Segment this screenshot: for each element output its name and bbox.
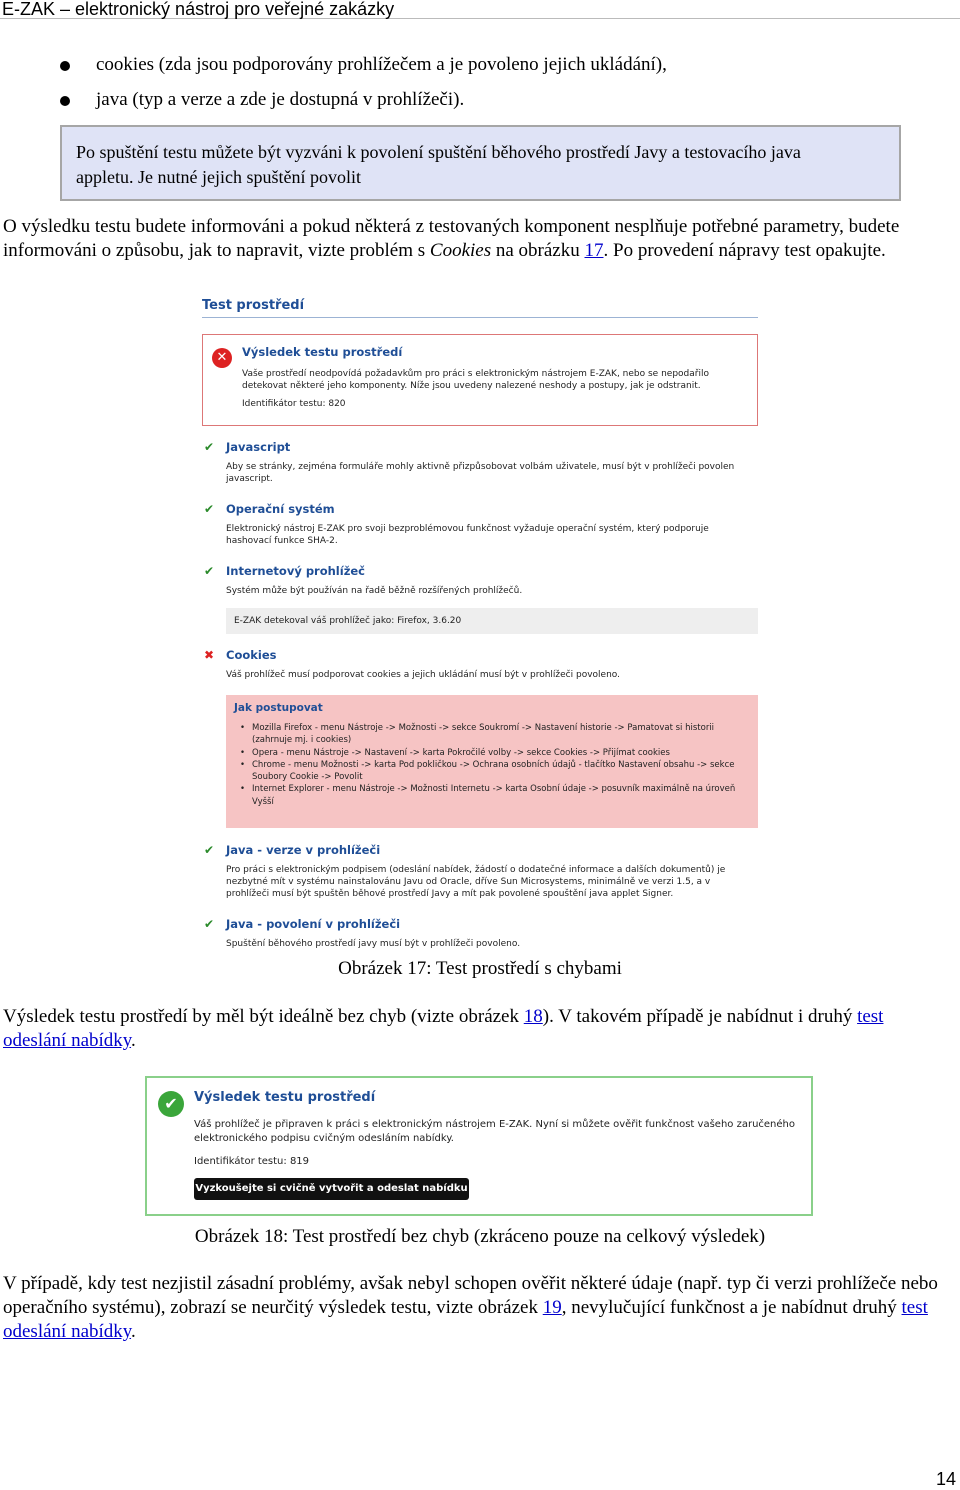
cross-icon: ✖	[203, 648, 215, 662]
error-text: Vaše prostředí neodpovídá požadavkům pro práci s elektronickým nástrojem E-ZAK, nebo se nepodařilo detekovat některé jeho komponenty. Níže jsou uvedeny nalezené neshody a postupy, jak je odstranit.	[242, 369, 709, 391]
check-icon: ✔	[203, 843, 215, 857]
check-text: Váš prohlížeč musí podporovat cookies a jejich ukládání musí být v prohlížeči povoleno.	[226, 670, 620, 680]
error-title: Výsledek testu prostředí	[242, 345, 403, 359]
requirements-list	[60, 52, 667, 122]
note-box	[60, 125, 901, 201]
howto-list	[238, 722, 748, 808]
list-item: cookies (zda jsou podporovány prohlížečem a je povoleno jejich ukládání),	[60, 52, 667, 87]
check-text: Aby se stránky, zejména formuláře mohly aktivně přizpůsobovat volbám uživatele, musí být v prohlížeči povolen javascript.	[226, 462, 735, 484]
test-id: Identifikátor testu: 820	[242, 399, 346, 409]
check-title: Operační systém	[226, 502, 335, 516]
list-item: java (typ a verze a zde je dostupná v prohlížeči).	[60, 87, 667, 122]
error-result-box	[202, 334, 758, 426]
running-header: E-ZAK – elektronický nástroj pro veřejné zakázky	[0, 0, 960, 19]
howto-title: Jak postupovat	[234, 702, 323, 714]
check-text: Systém může být používán na řadě běžně rozšířených prohlížečů.	[226, 586, 523, 596]
test-submission-link[interactable]: test odeslání nabídky	[3, 1006, 884, 1051]
check-title: Java - povolení v prohlížeči	[226, 917, 401, 931]
note-line-2: appletu. Je nutné jejich spuštění povolit	[76, 167, 361, 187]
check-icon: ✔	[203, 917, 215, 931]
figure-19-link[interactable]: 19	[542, 1297, 562, 1318]
divider	[202, 317, 758, 318]
detected-browser: E-ZAK detekoval váš prohlížeč jako: Firefox, 3.6.20	[226, 608, 758, 634]
success-icon: ✔	[158, 1091, 184, 1117]
check-title: Cookies	[226, 648, 277, 662]
paragraph-ideal-result: Výsledek testu prostředí by měl být ideálně bez chyb (vizte obrázek 18). V takovém případě je nabídnut i druhý test odeslání nabídky.	[3, 1006, 884, 1051]
figure-18-caption: Obrázek 18: Test prostředí bez chyb (zkráceno pouze na celkový výsledek)	[194, 1226, 766, 1247]
list-item: • Mozilla Firefox - menu Nástroje -> Možnosti -> sekce Soukromí -> Nastavení historie -> Pamatovat si historii (zahrnuje mj. i cookies)	[238, 722, 748, 747]
result-title: Výsledek testu prostředí	[194, 1090, 376, 1105]
figure-17-link[interactable]: 17	[584, 240, 604, 261]
test-submission-link[interactable]: test odeslání nabídky	[3, 1297, 928, 1342]
check-icon: ✔	[203, 564, 215, 578]
figure-18-screenshot	[145, 1076, 813, 1216]
check-text: Spuštění běhového prostředí javy musí být v prohlížeči povoleno.	[226, 939, 521, 949]
result-text: Váš prohlížeč je připraven k práci s elektronickým nástrojem E-ZAK. Nyní si můžete ověřit funkčnost vašeho zaručeného elektronického podpisu cvičným odesláním nabídky.	[194, 1119, 796, 1144]
list-item: • Internet Explorer - menu Nástroje -> Možnosti Internetu -> karta Osobní údaje -> posuvník maximálně na úroveň Vyšší	[238, 783, 748, 808]
paragraph-test-result: O výsledku testu budete informováni a pokud některá z testovaných komponent nesplňuje potřebné parametry, budete informováni o způsobu, jak to napravit, vizte problém s Cookies na obrázku 17. Po provedení nápravy test opakujte.	[3, 216, 900, 261]
page-number: 14	[935, 1469, 956, 1489]
check-text: Pro práci s elektronickým podpisem (odeslání nabídek, žádostí o dodatečné informace a dalších dokumentů) je nezbytné mít v systému nainstalovánu Javu od Oracle, dříve Sun Microsystems, minimálně ve verzi 1.5, a v prohlížeči musí být spuštěn běhové prostředí Javy a mít pak povolené spouštění java applet Signer.	[226, 865, 726, 899]
test-id: Identifikátor testu: 819	[194, 1156, 310, 1167]
check-icon: ✔	[203, 440, 215, 454]
list-item: • Opera - menu Nástroje -> Nastavení -> karta Pokročilé volby -> sekce Cookies -> Přijímat cookies	[238, 747, 748, 759]
test-title: Test prostředí	[202, 298, 305, 313]
paragraph-uncertain-result: V případě, kdy test nezjistil zásadní problémy, avšak nebyl schopen ověřit některé údaje (např. typ či verzi prohlížeče nebo operačního systému), zobrazí se neurčitý výsledek testu, vizte obrázek 19, nevylučující funkčnost a je nabídnut druhý test odeslání nabídky.	[3, 1273, 938, 1342]
howto-box	[226, 695, 758, 828]
error-icon: ✕	[212, 348, 232, 368]
check-title: Java - verze v prohlížeči	[226, 843, 381, 857]
figure-17-screenshot	[202, 296, 758, 956]
list-item: • Chrome - menu Možnosti -> karta Pod pokličkou -> Ochrana osobních údajů - tlačítko Nastavení obsahu -> sekce Soubory Cookie -> Povolit	[238, 759, 748, 784]
check-title: Internetový prohlížeč	[226, 564, 365, 578]
try-submission-button[interactable]: Vyzkoušejte si cvičně vytvořit a odeslat nabídku	[194, 1178, 469, 1200]
check-icon: ✔	[203, 502, 215, 516]
bullet-icon	[60, 61, 70, 71]
check-title: Javascript	[226, 440, 291, 454]
figure-17-caption: Obrázek 17: Test prostředí s chybami	[338, 958, 622, 979]
bullet-icon	[60, 96, 70, 106]
note-line-1: Po spuštění testu můžete být vyzváni k povolení spuštění běhového prostředí Javy a testovacího java	[76, 142, 801, 162]
check-text: Elektronický nástroj E-ZAK pro svoji bezproblémovou funkčnost vyžaduje operační systém, který podporuje hashovací funkce SHA-2.	[226, 524, 709, 546]
figure-18-link[interactable]: 18	[523, 1006, 543, 1027]
